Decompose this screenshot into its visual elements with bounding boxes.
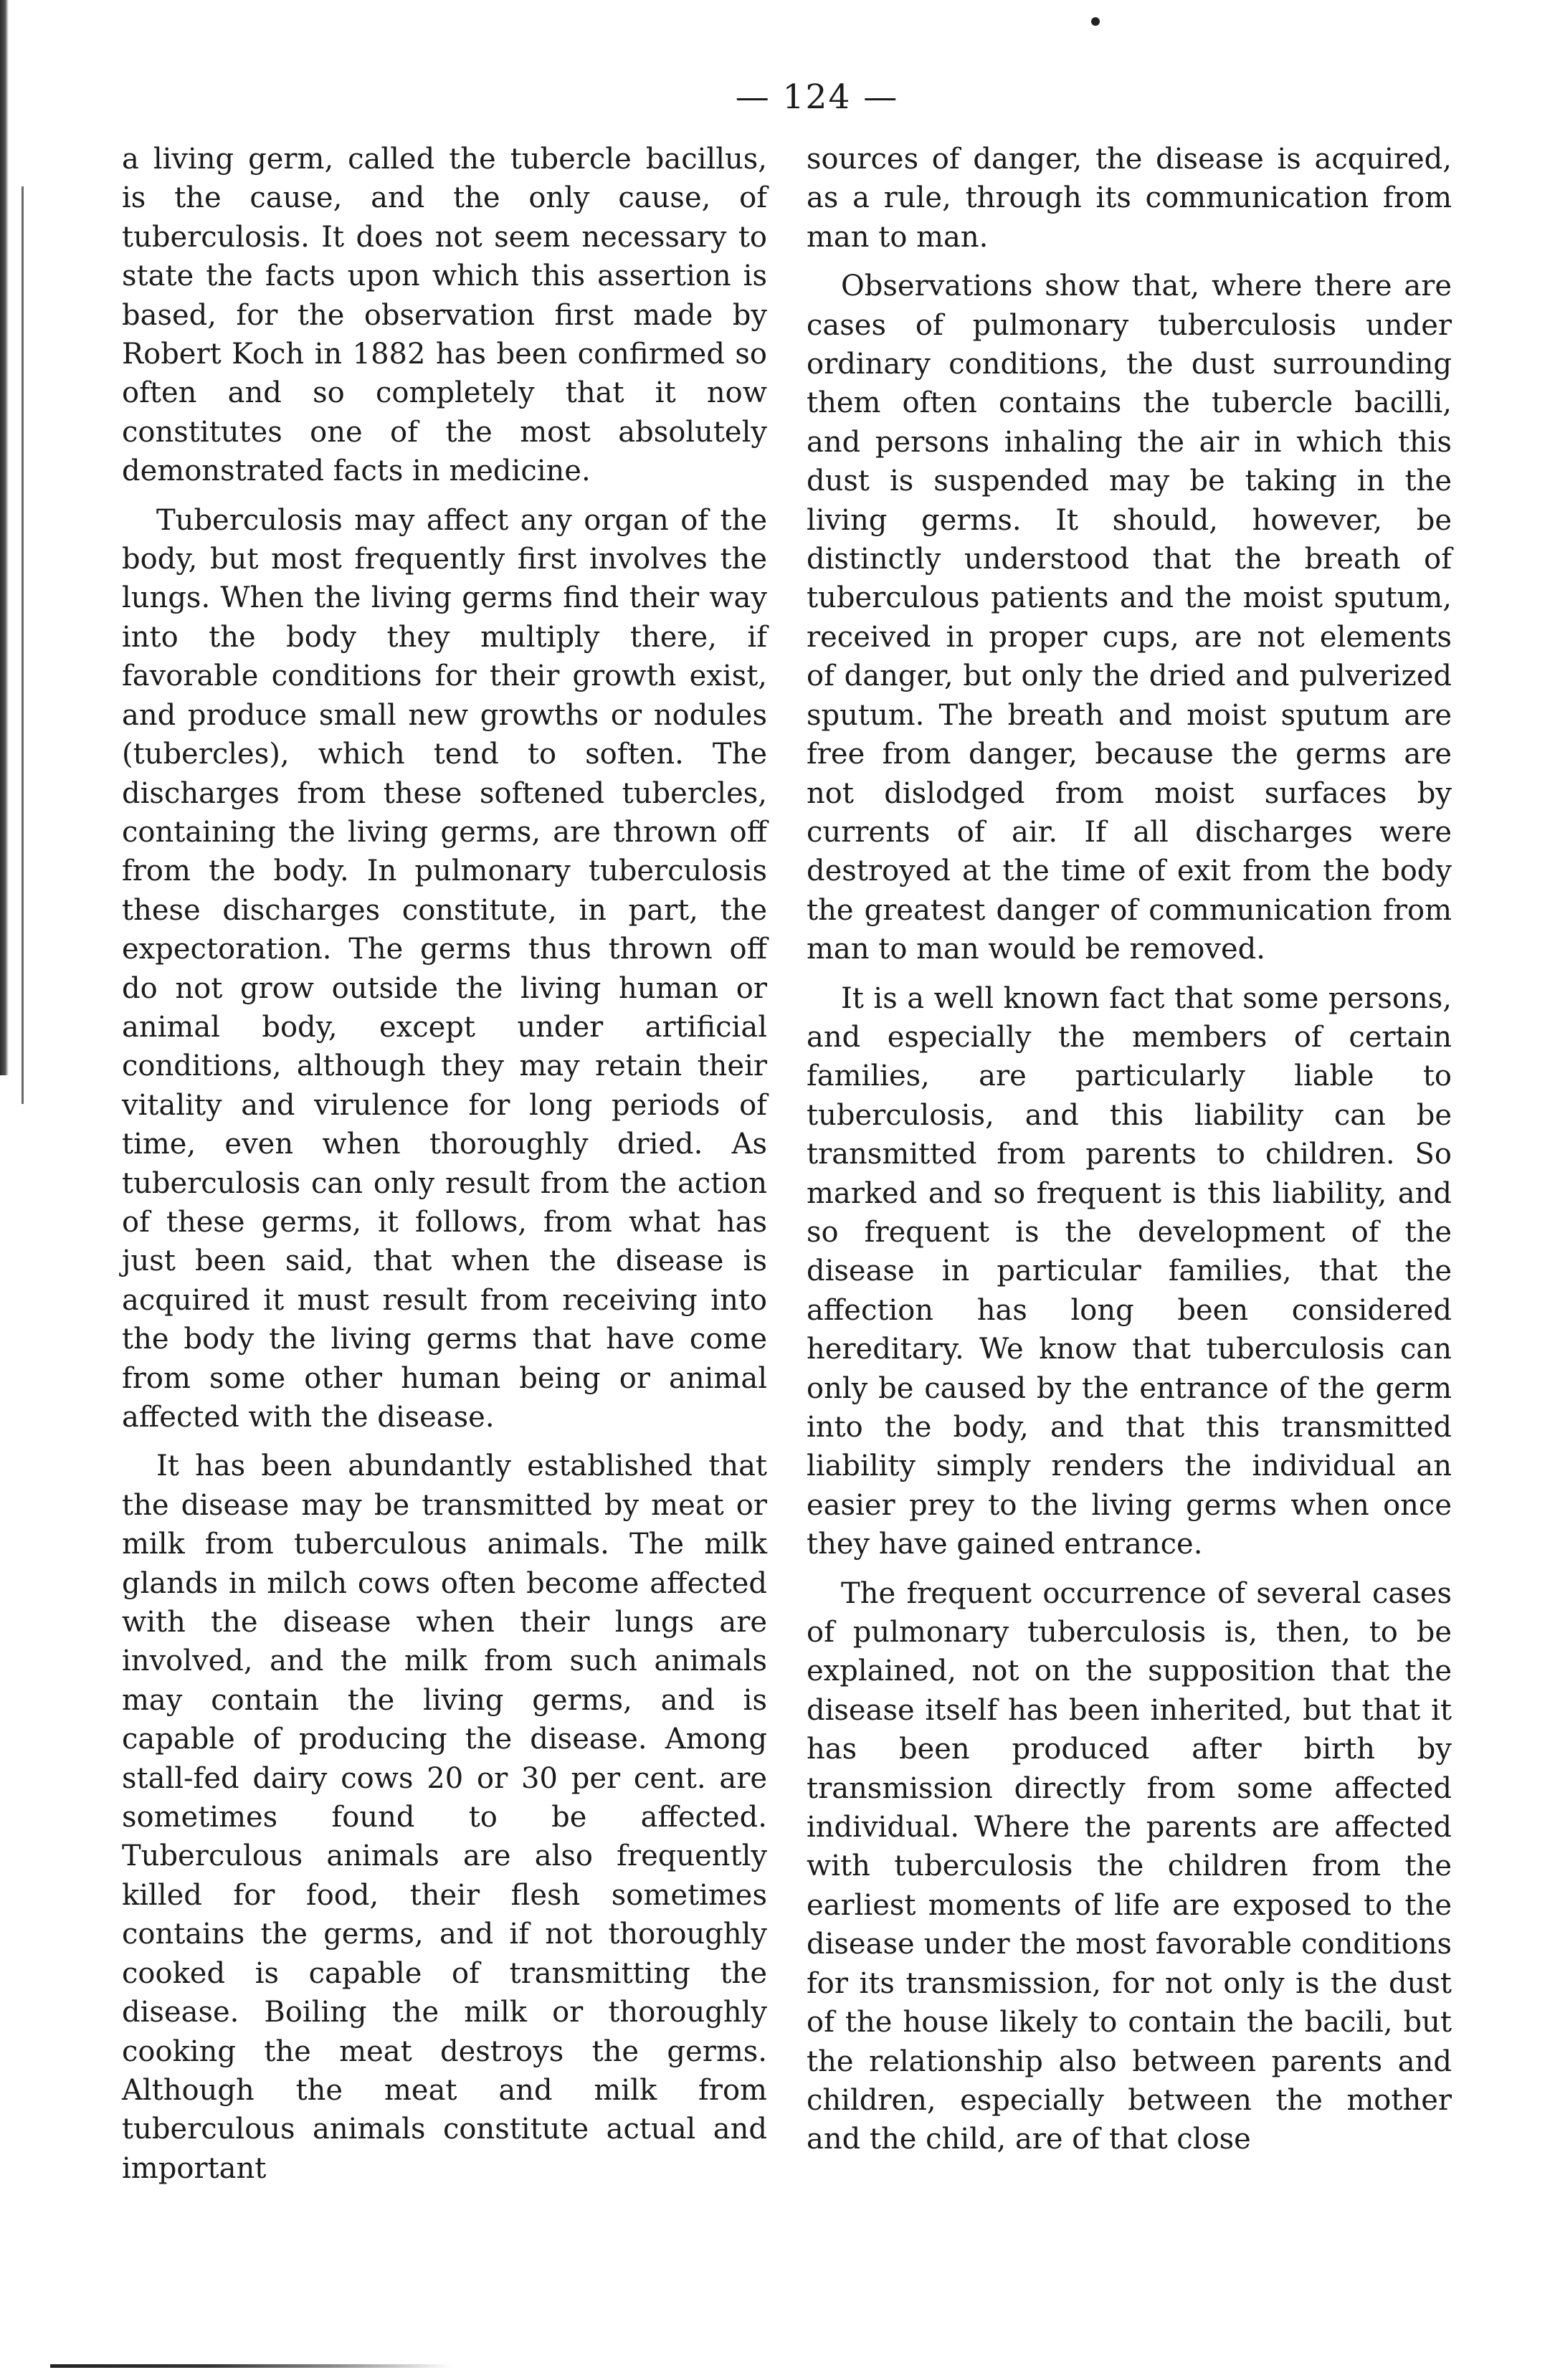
scan-edge-line	[22, 186, 24, 1104]
left-paragraph-3: It has been abundantly established that the disease may be transmitted by meat or milk from tuberculous animals. The milk glands in milch cows often become affected with the disease when their lungs are involved, and the milk from such animals may contain the living germs, and is capable of producing the disease. Among stall-fed dairy cows 20 or 30 per cent. are sometimes found to be affected. Tuberculous animals are also frequently killed for food, their flesh sometimes contains the germs, and if not thoroughly cooked is capable of transmitting the disease. Boiling the milk or thoroughly cooking the meat destroys the germs. Although the meat and milk from tuberculous animals constitute actual and important	[122, 1450, 767, 2185]
right-paragraph-2: Observations show that, where there are cases of pulmonary tuberculosis under ordinary conditions, the dust surrounding them often contains the tubercle bacilli, and persons inhaling the air in which this dust is suspended may be taking in the living germs. It should, however, be distinctly understood that the breath of tuberculous patients and the moist sputum, received in proper cups, are not elements of danger, but only the dried and pulverized sputum. The breath and moist sputum are free from danger, because the germs are not dislodged from moist surfaces by currents of air. If all discharges were destroyed at the time of exit from the body the greatest danger of communication from man to man would be removed.	[807, 270, 1452, 966]
right-column	[807, 140, 1452, 2169]
right-paragraph-1: sources of danger, the disease is acquired, as a rule, through its communication from man to man.	[807, 143, 1452, 254]
right-paragraph-4: The frequent occurrence of several cases of pulmonary tuberculosis is, then, to be explained, not on the supposition that the disease itself has been inherited, but that it has been produced after birth by transmission directly from some affected individual. Where the parents are affected with tuberculosis the children from the earliest moments of life are exposed to the disease under the most favorable conditions for its transmission, for not only is the dust of the house likely to contain the bacili, but the relationship also between parents and children, especially between the mother and the child, are of that close	[807, 1576, 1452, 2156]
right-paragraph-3: It is a well known fact that some persons, and especially the members of certain families, are particularly liable to tuberculosis, and this liability can be transmitted from parents to children. So marked and so frequent is this liability, and so frequent is the development of the disease in particular families, that the affection has long been considered hereditary. We know that tuberculosis can only be caused by the entrance of the germ into the body, and that this transmitted liability simply renders the individual an easier prey to the living germs when once they have gained entrance.	[807, 981, 1452, 1561]
left-column	[122, 140, 767, 2198]
left-paragraph-2: Tuberculosis may affect any organ of the body, but most frequently first involves the lungs. When the living germs find their way into the body they multiply there, if favorable conditions for their growth exist, and produce small new growths or nodules (tubercles), which tend to soften. The discharges from these softened tubercles, containing the living germs, are thrown off from the body. In pulmonary tuberculosis these discharges constitute, in part, the expectoration. The germs thus thrown off do not grow outside the living human or animal body, except under artificial conditions, although they may retain their vitality and virulence for long periods of time, even when thoroughly dried. As tuberculosis can only result from the action of these germs, it follows, from what has just been said, that when the disease is acquired it must result from receiving into the body the living germs that have come from some other human being or animal affected with the disease.	[122, 503, 767, 1434]
scan-edge	[0, 0, 9, 1075]
bottom-scan-rule	[50, 2364, 452, 2368]
ink-dot	[1091, 17, 1100, 26]
page-number: — 124 —	[735, 77, 899, 117]
left-paragraph-1: a living germ, called the tubercle bacillus, is the cause, and the only cause, of tuberculosis. It does not seem necessary to state the facts upon which this assertion is based, for the observation first made by Robert Koch in 1882 has been confirmed so often and so completely that it now constitutes one of the most absolutely demonstrated facts in medicine.	[122, 143, 767, 488]
